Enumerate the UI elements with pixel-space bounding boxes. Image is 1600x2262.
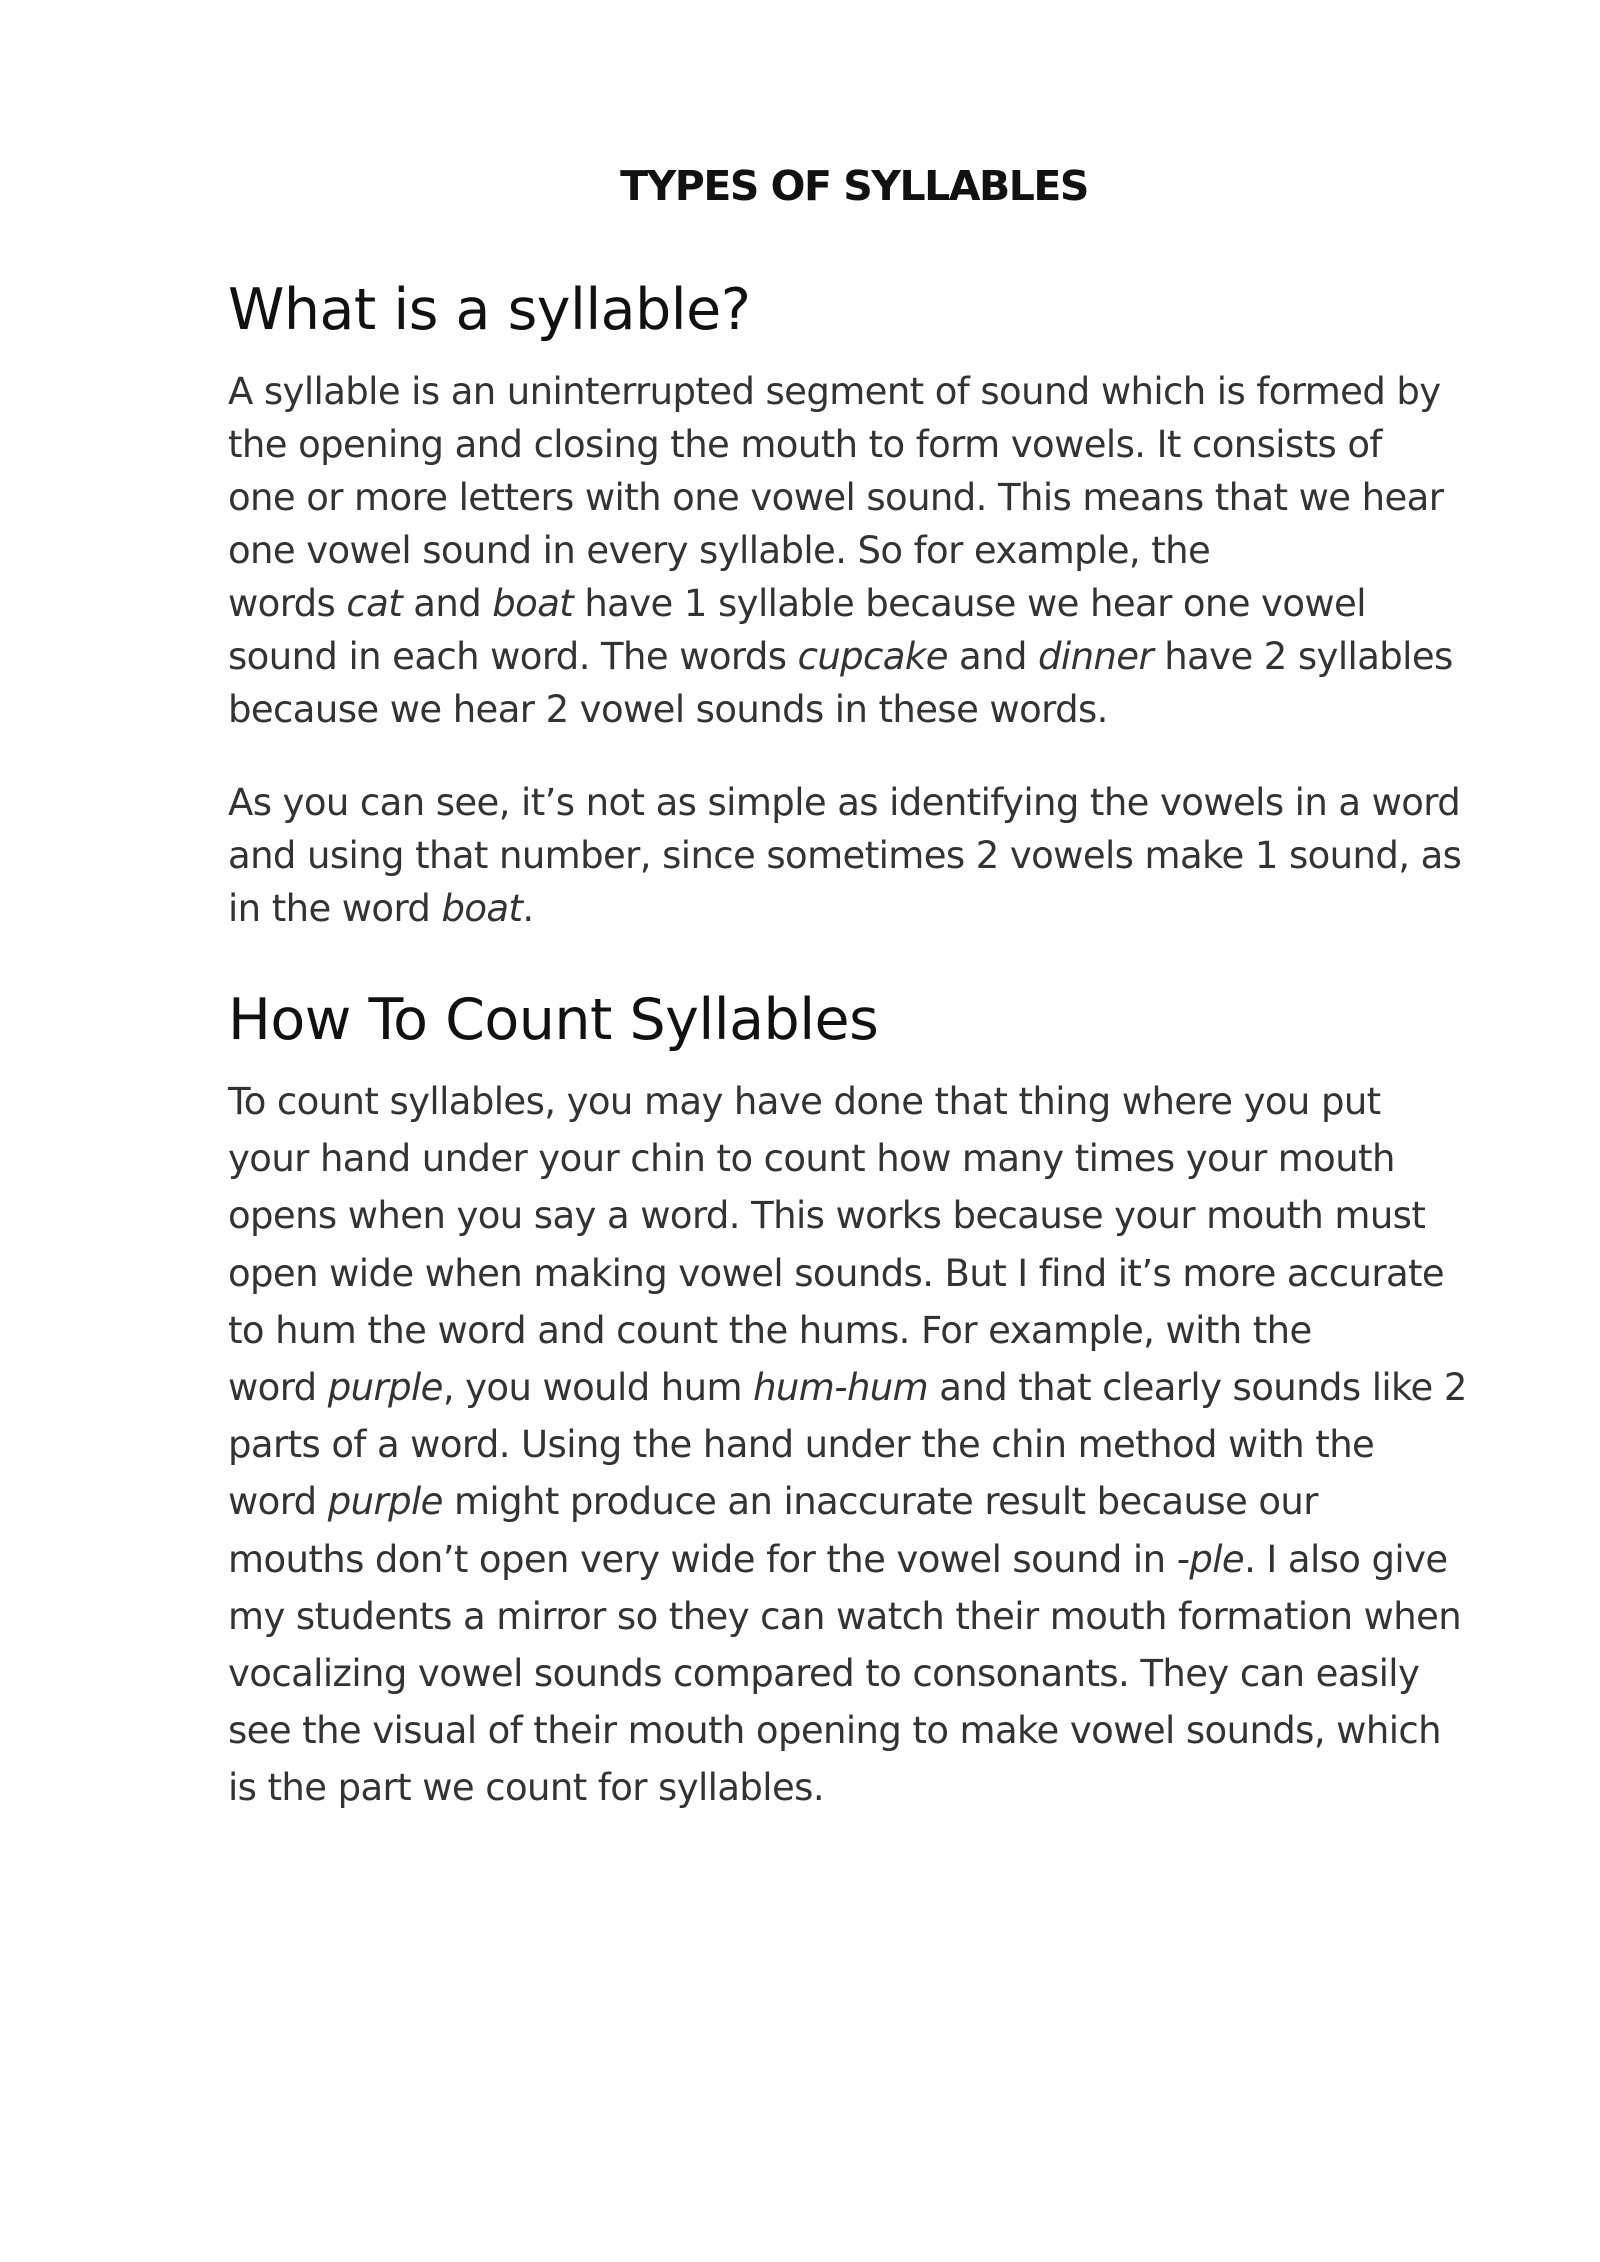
example-word-hum-hum: hum-hum xyxy=(753,1366,929,1410)
text-run: . I also give xyxy=(1244,1537,1448,1581)
paragraph-line: to hum the word and count the hums. For example, with the xyxy=(228,1308,1312,1352)
paragraph-line: As you can see, it’s not as simple as identifying the vowels in a word xyxy=(228,781,1461,824)
paragraph-line xyxy=(228,882,1498,935)
example-word-purple: purple xyxy=(327,1480,443,1524)
example-word-cupcake: cupcake xyxy=(797,635,948,678)
paragraph-line: A syllable is an uninterrupted segment of sound which is formed by xyxy=(228,370,1441,413)
paragraph-line xyxy=(228,630,1498,683)
paragraph-line: my students a mirror so they can watch their mouth formation when xyxy=(228,1594,1462,1638)
section-heading-what-is-a-syllable: What is a syllable? xyxy=(228,277,751,343)
text-run: sound in each word. The words xyxy=(228,635,798,678)
text-run: have 2 syllables xyxy=(1153,635,1453,678)
section-heading-how-to-count-syllables: How To Count Syllables xyxy=(228,987,879,1053)
paragraph-line: is the part we count for syllables. xyxy=(228,1766,824,1810)
text-run: . xyxy=(522,887,534,930)
paragraph-syllable-definition xyxy=(228,365,1498,736)
text-run: , you would hum xyxy=(442,1366,754,1410)
paragraph-line xyxy=(228,1359,1498,1416)
example-word-dinner: dinner xyxy=(1038,635,1154,678)
text-run: and that clearly sounds like 2 xyxy=(928,1366,1467,1410)
paragraph-line xyxy=(228,577,1498,630)
paragraph-line: your hand under your chin to count how many times your mouth xyxy=(228,1137,1395,1181)
paragraph-vowel-count-note xyxy=(228,776,1498,935)
paragraph-line: To count syllables, you may have done that thing where you put xyxy=(228,1080,1381,1123)
text-run: word xyxy=(228,1366,328,1410)
example-word-boat: boat xyxy=(441,887,523,930)
paragraph-line: parts of a word. Using the hand under the chin method with the xyxy=(228,1423,1375,1467)
paragraph-line: one or more letters with one vowel sound. This means that we hear xyxy=(228,476,1444,519)
paragraph-line xyxy=(228,1473,1498,1530)
example-suffix-ple: -ple xyxy=(1176,1537,1245,1581)
paragraph-line: see the visual of their mouth opening to make vowel sounds, which xyxy=(228,1709,1441,1753)
example-word-cat: cat xyxy=(346,582,403,625)
paragraph-counting-method xyxy=(228,1073,1498,1817)
text-run: might produce an inaccurate result because our xyxy=(442,1480,1318,1524)
example-word-purple: purple xyxy=(327,1366,443,1410)
text-run: word xyxy=(228,1480,328,1524)
paragraph-line: and using that number, since sometimes 2 vowels make 1 sound, as xyxy=(228,834,1462,877)
document-title: TYPES OF SYLLABLES xyxy=(620,162,1088,210)
text-run: mouths don’t open very wide for the vowel sound in xyxy=(228,1537,1177,1581)
paragraph-line: because we hear 2 vowel sounds in these words. xyxy=(228,688,1108,731)
text-run: and xyxy=(402,582,493,625)
paragraph-line xyxy=(228,1531,1498,1588)
example-word-boat: boat xyxy=(492,582,574,625)
text-run: words xyxy=(228,582,347,625)
paragraph-line: open wide when making vowel sounds. But I find it’s more accurate xyxy=(228,1251,1445,1295)
text-run: have 1 syllable because we hear one vowel xyxy=(573,582,1366,625)
text-run: in the word xyxy=(228,887,442,930)
paragraph-line: opens when you say a word. This works because your mouth must xyxy=(228,1194,1426,1238)
paragraph-line: one vowel sound in every syllable. So for example, the xyxy=(228,529,1211,572)
paragraph-line: the opening and closing the mouth to form vowels. It consists of xyxy=(228,423,1382,466)
text-run: and xyxy=(947,635,1039,678)
paragraph-line: vocalizing vowel sounds compared to consonants. They can easily xyxy=(228,1652,1420,1696)
